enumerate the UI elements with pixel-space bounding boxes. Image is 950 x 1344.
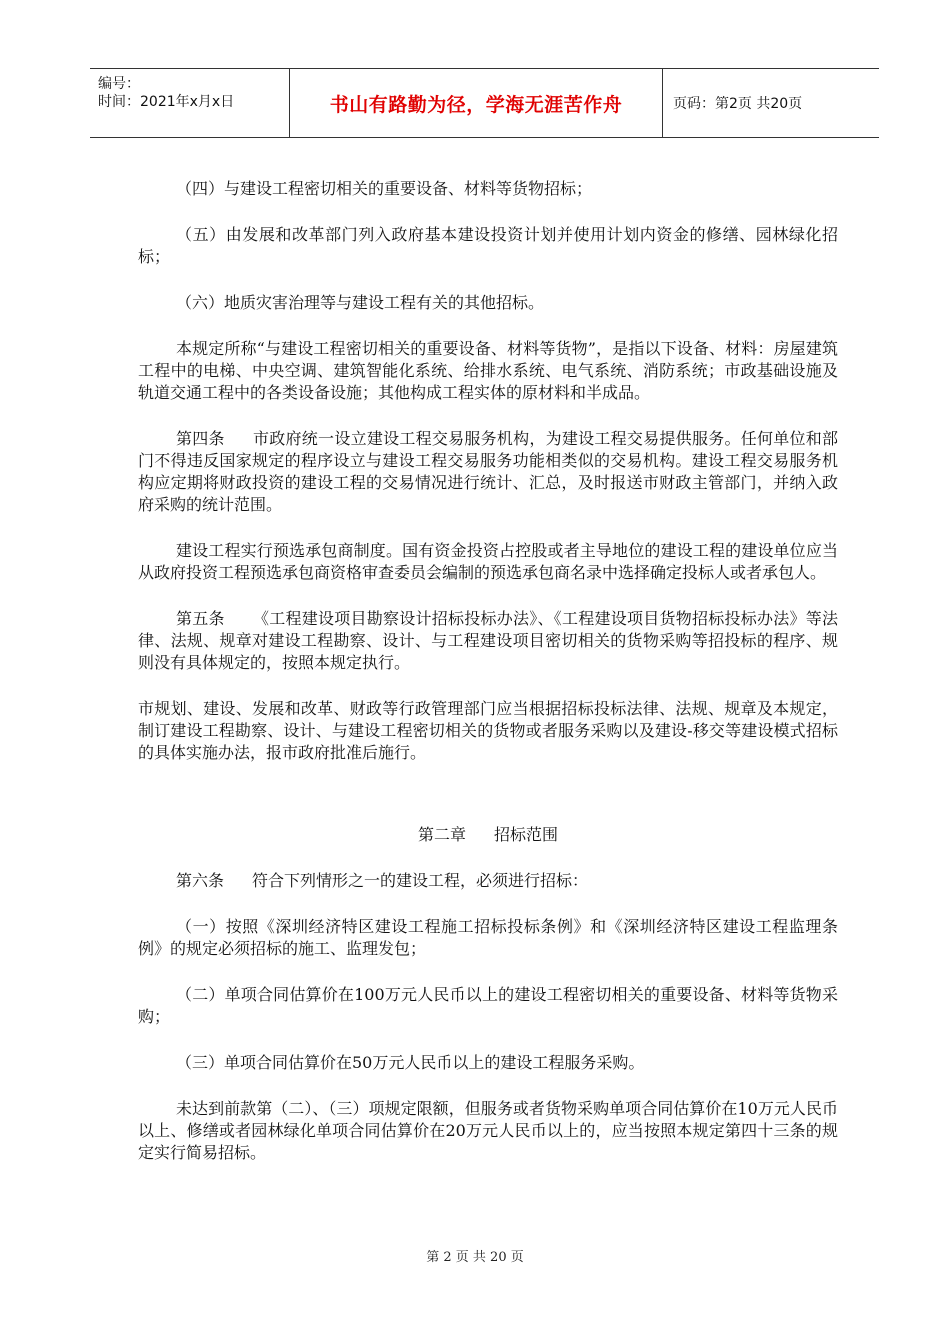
code-label: 编号： xyxy=(98,76,140,92)
article-text: 《工程建设项目勘察设计招标投标办法》、《工程建设项目货物招标投标办法》等法律、法规、规章对建设工程勘察、设计、与工程建设项目密切相关的货物采购等招投标的程序、规则没有具体规定的，按照本规定执行。 xyxy=(138,609,838,672)
paragraph: （二）单项合同估算价在100万元人民币以上的建设工程密切相关的重要设备、材料等货物采购； xyxy=(138,985,838,1026)
page-header xyxy=(90,68,879,138)
chapter-heading xyxy=(138,824,838,846)
article-heading: 第六条 xyxy=(176,871,225,890)
paragraph: （三）单项合同估算价在50万元人民币以上的建设工程服务采购。 xyxy=(176,1053,645,1072)
article-6 xyxy=(138,870,838,892)
chapter-title: 招标范围 xyxy=(494,825,559,844)
header-page-info: 页码：第2页 共20页 xyxy=(673,96,803,112)
paragraph: （四）与建设工程密切相关的重要设备、材料等货物招标； xyxy=(176,179,593,198)
article-text: 市政府统一设立建设工程交易服务机构，为建设工程交易提供服务。任何单位和部门不得违反国家规定的程序设立与建设工程交易服务功能相类似的交易机构。建设工程交易服务机构应定期将财政投资的建设工程的交易情况进行统计、汇总，及时报送市财政主管部门，并纳入政府采购的统计范围。 xyxy=(138,429,838,514)
article-4 xyxy=(138,428,838,516)
paragraph: 未达到前款第（二）、（三）项规定限额，但服务或者货物采购单项合同估算价在10万元人民币以上、修缮或者园林绿化单项合同估算价在20万元人民币以上的，应当按照本规定第四十三条的规定实行简易招标。 xyxy=(138,1099,838,1162)
page-footer: 第 2 页 共 20 页 xyxy=(426,1250,524,1265)
paragraph: （一）按照《深圳经济特区建设工程施工招标投标条例》和《深圳经济特区建设工程监理条例》的规定必须招标的施工、监理发包； xyxy=(138,917,838,958)
paragraph: （六）地质灾害治理等与建设工程有关的其他招标。 xyxy=(176,293,545,312)
article-heading: 第四条 xyxy=(176,429,225,448)
paragraph: 市规划、建设、发展和改革、财政等行政管理部门应当根据招标投标法律、法规、规章及本规定，制订建设工程勘察、设计、与建设工程密切相关的货物或者服务采购以及建设-移交等建设模式招标的具体实施办法，报市政府批准后施行。 xyxy=(138,699,838,762)
chapter-number: 第二章 xyxy=(417,825,466,844)
article-5 xyxy=(138,608,838,674)
article-text: 符合下列情形之一的建设工程，必须进行招标： xyxy=(252,871,589,890)
article-heading: 第五条 xyxy=(176,609,225,628)
header-motto: 书山有路勤为径，学海无涯苦作舟 xyxy=(290,69,663,137)
header-meta xyxy=(90,69,290,137)
time-label: 时间：2021年x月x日 xyxy=(98,94,235,110)
document-body xyxy=(138,178,838,1188)
paragraph: （五）由发展和改革部门列入政府基本建设投资计划并使用计划内资金的修缮、园林绿化招标； xyxy=(138,225,838,266)
paragraph: 本规定所称“与建设工程密切相关的重要设备、材料等货物”，是指以下设备、材料：房屋建筑工程中的电梯、中央空调、建筑智能化系统、给排水系统、电气系统、消防系统；市政基础设施及轨道交通工程中的各类设备设施；其他构成工程实体的原材料和半成品。 xyxy=(138,339,838,402)
paragraph: 建设工程实行预选承包商制度。国有资金投资占控股或者主导地位的建设工程的建设单位应当从政府投资工程预选承包商资格审查委员会编制的预选承包商名录中选择确定投标人或者承包人。 xyxy=(138,541,838,582)
